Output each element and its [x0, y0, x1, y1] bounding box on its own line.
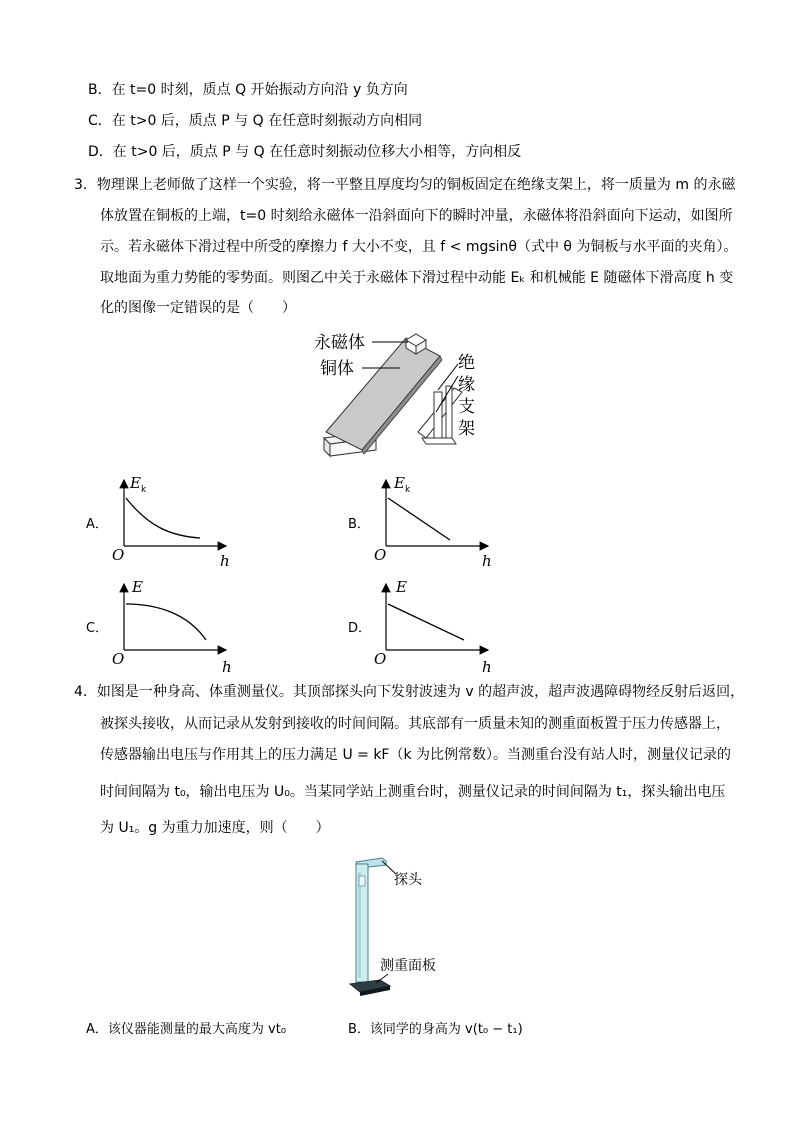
graph-b	[370, 470, 500, 570]
q4-line-2: 被探头接收，从而记录从发射到接收的时间间隔。其底部有一质量未知的测重面板置于压力传感器上，	[100, 716, 730, 732]
q4-line-1: 4．如图是一种身高、体重测量仪。其顶部探头向下发射波速为 v 的超声波，超声波遇障碍物经反射后返回，	[74, 684, 745, 700]
q4-option-b: B．该同学的身高为 v(t₀ − t₁)	[348, 1022, 523, 1037]
q2-option-c: C．在 t>0 后，质点 P 与 Q 在任意时刻振动方向相同	[88, 113, 423, 129]
curve-b	[388, 498, 450, 540]
q3-option-b: B．	[348, 517, 370, 532]
graph-a-origin: O	[112, 546, 125, 564]
label-plate: 测重面板	[380, 958, 436, 974]
q3-line-1: 3．物理课上老师做了这样一个实验，将一平整且厚度均匀的铜板固定在绝缘支架上，将一质量为 m 的永磁	[74, 177, 736, 193]
graph-b-ylabel: E	[394, 474, 405, 492]
graph-d-origin: O	[374, 650, 387, 668]
q4-line-3: 传感器输出电压与作用其上的压力满足 U = kF（k 为比例常数）。当测重台没有站人时，测量仪记录的	[100, 747, 732, 763]
label-probe: 探头	[394, 872, 422, 888]
q3-line-2: 体放置在铜板的上端，t=0 时刻给永磁体一沿斜面向下的瞬时冲量，永磁体将沿斜面向下运动，如图所	[100, 208, 733, 224]
graph-d	[370, 574, 500, 674]
label-support-2: 缘	[458, 375, 475, 395]
q3-line-4: 取地面为重力势能的零势面。则图乙中关于永磁体下滑过程中动能 Eₖ 和机械能 E 随磁体下滑高度 h 变	[100, 270, 734, 286]
q2-option-d: D．在 t>0 后，质点 P 与 Q 在任意时刻振动位移大小相等，方向相反	[88, 144, 522, 160]
curve-d	[388, 604, 464, 640]
q3-option-d: D．	[348, 621, 372, 636]
graph-b-origin: O	[374, 546, 387, 564]
graph-c	[108, 574, 238, 674]
graph-a-xlabel: h	[220, 552, 230, 570]
graph-d-xlabel: h	[482, 658, 492, 674]
label-support-3: 支	[458, 397, 475, 417]
curve-c	[126, 604, 206, 640]
q4-line-4: 时间间隔为 t₀，输出电压为 U₀。当某同学站上测重台时，测量仪记录的时间间隔为 t₁，探头输出电压	[100, 784, 726, 800]
graph-b-ysub: k	[405, 485, 411, 495]
graph-a-ylabel: E	[130, 474, 141, 492]
q3-line-3: 示。若永磁体下滑过程中所受的摩擦力 f 大小不变，且 f < mgsinθ（式中 θ 为铜板与水平面的夹角）。	[100, 239, 738, 255]
graph-a-ysub: k	[141, 485, 147, 495]
q3-option-c: C．	[86, 621, 109, 636]
graph-b-xlabel: h	[482, 552, 492, 570]
q3-line-5: 化的图像一定错误的是（ ）	[100, 300, 296, 316]
label-support-4: 架	[458, 419, 475, 439]
q4-device-figure	[346, 852, 456, 1000]
q3-option-a: A．	[86, 517, 108, 532]
q4-option-a: A．该仪器能测量的最大高度为 vt₀	[86, 1022, 287, 1037]
label-copper: 铜体	[320, 359, 354, 379]
graph-a	[108, 470, 238, 570]
graph-d-ylabel: E	[396, 578, 407, 596]
label-magnet: 永磁体	[314, 333, 365, 353]
q4-line-5: 为 U₁。g 为重力加速度，则（ ）	[100, 820, 330, 836]
curve-a	[126, 498, 200, 538]
q2-option-b: B．在 t=0 时刻，质点 Q 开始振动方向沿 y 负方向	[88, 82, 408, 98]
q3-apparatus-figure	[310, 328, 490, 464]
graph-c-ylabel: E	[132, 578, 143, 596]
label-support-1: 绝	[458, 353, 475, 373]
graph-c-xlabel: h	[222, 658, 232, 674]
graph-c-origin: O	[112, 650, 125, 668]
